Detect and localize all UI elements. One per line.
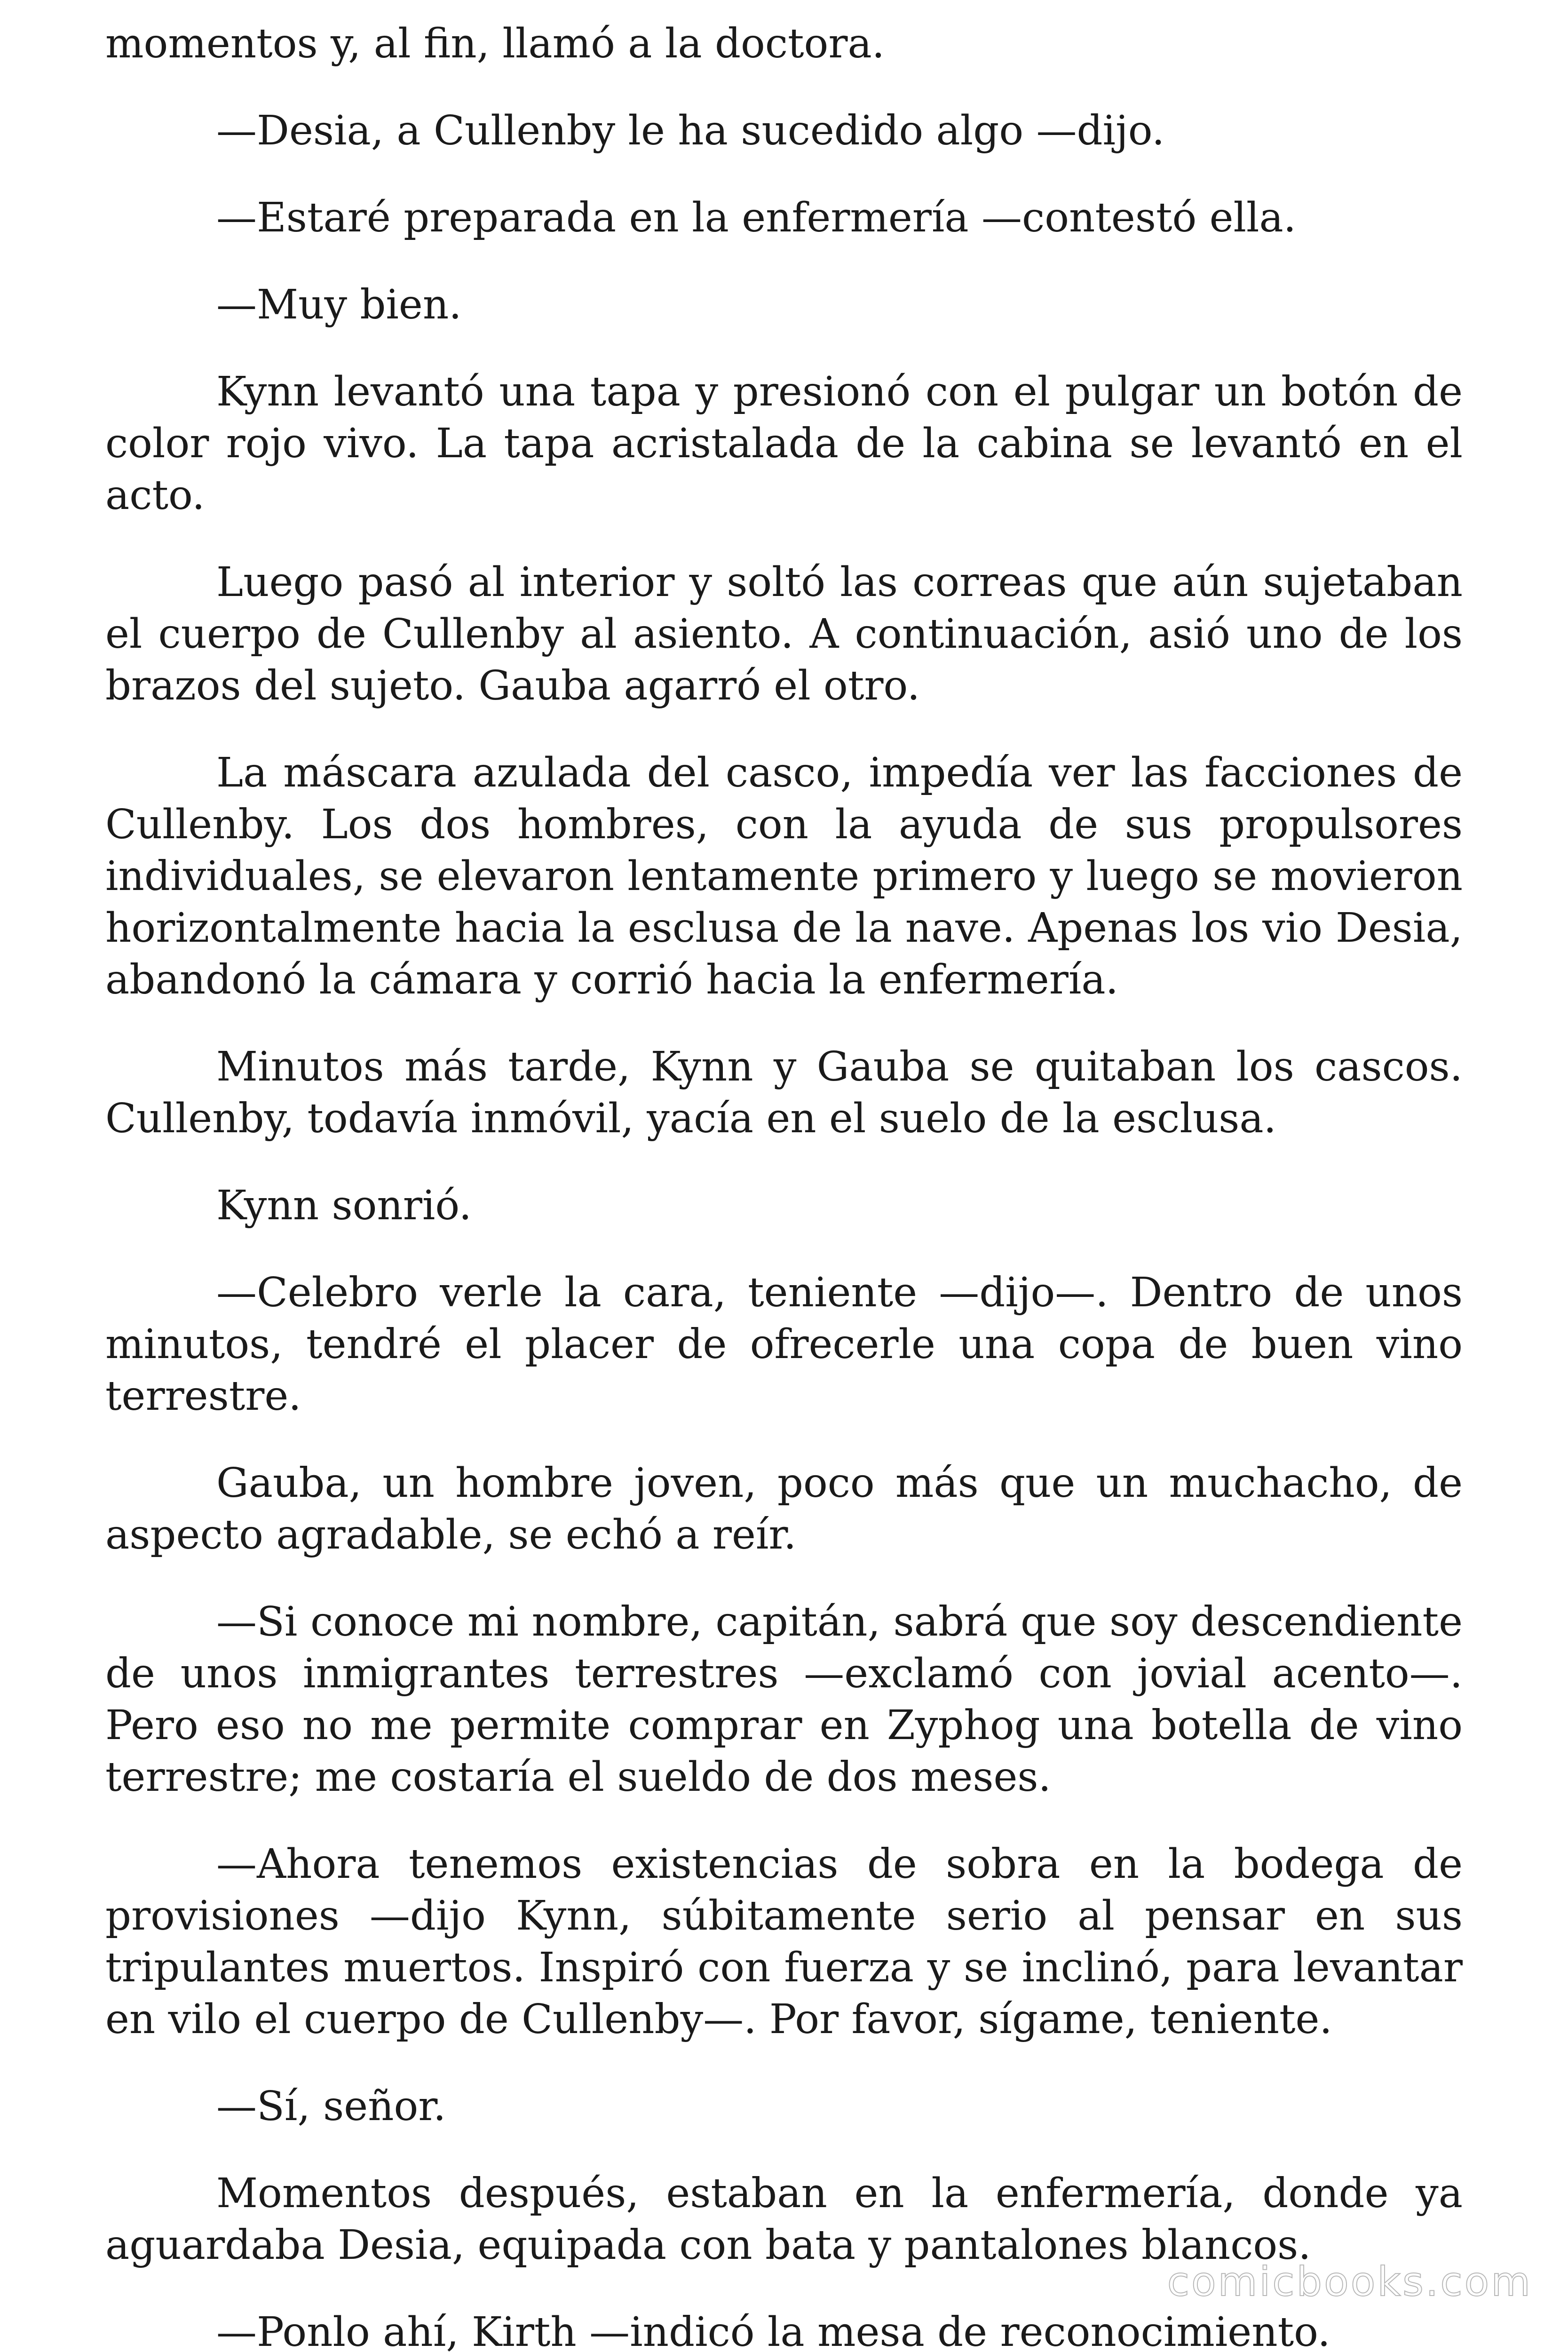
paragraph: —Ahora tenemos existencias de sobra en la bodega de provisiones —dijo Kynn, súbitamente serio al pensar en sus tripulantes muertos. Inspiró con fuerza y se inclinó, para levantar en vilo el cuerpo de Cullenby—. Por favor, sígame, teniente. <box>105 1841 1463 2043</box>
paragraph: —Muy bien. <box>216 281 462 328</box>
paragraph: Momentos después, estaban en la enfermería, donde ya aguardaba Desia, equipada con bata y pantalones blancos. <box>105 2170 1463 2269</box>
book-page-text <box>105 0 1463 2352</box>
paragraph: —Desia, a Cullenby le ha sucedido algo —dijo. <box>216 107 1165 154</box>
paragraph: La máscara azulada del casco, impedía ver las facciones de Cullenby. Los dos hombres, con la ayuda de sus propulsores individuales, se elevaron lentamente primero y luego se movieron horizontalmente hacia la esclusa de la nave. Apenas los vio Desia, abandonó la cámara y corrió hacia la enfermería. <box>105 749 1463 1003</box>
paragraph: Gauba, un hombre joven, poco más que un muchacho, de aspecto agradable, se echó a reír. <box>105 1460 1463 1558</box>
paragraph: momentos y, al fin, llamó a la doctora. <box>105 20 885 67</box>
paragraph: Kynn levantó una tapa y presionó con el pulgar un botón de color rojo vivo. La tapa acristalada de la cabina se levantó en el acto. <box>105 368 1463 519</box>
paragraph: —Estaré preparada en la enfermería —contestó ella. <box>216 194 1297 241</box>
paragraph: Minutos más tarde, Kynn y Gauba se quitaban los cascos. Cullenby, todavía inmóvil, yacía en el suelo de la esclusa. <box>105 1043 1463 1142</box>
paragraph: —Celebro verle la cara, teniente —dijo—. Dentro de unos minutos, tendré el placer de ofrecerle una copa de buen vino terrestre. <box>105 1269 1463 1420</box>
paragraph: —Ponlo ahí, Kirth —indicó la mesa de reconocimiento. <box>216 2309 1330 2352</box>
paragraph: —Sí, señor. <box>216 2083 446 2130</box>
paragraph: Luego pasó al interior y soltó las correas que aún sujetaban el cuerpo de Cullenby al asiento. A continuación, asió uno de los brazos del sujeto. Gauba agarró el otro. <box>105 559 1463 709</box>
paragraph: —Si conoce mi nombre, capitán, sabrá que soy descendiente de unos inmigrantes terrestres —exclamó con jovial acento—. Pero eso no me permite comprar en Zyphog una botella de vino terrestre; me costaría el sueldo de dos meses. <box>105 1598 1463 1801</box>
paragraph: Kynn sonrió. <box>216 1182 472 1229</box>
watermark-text: comicbooks.com <box>1167 2258 1532 2305</box>
